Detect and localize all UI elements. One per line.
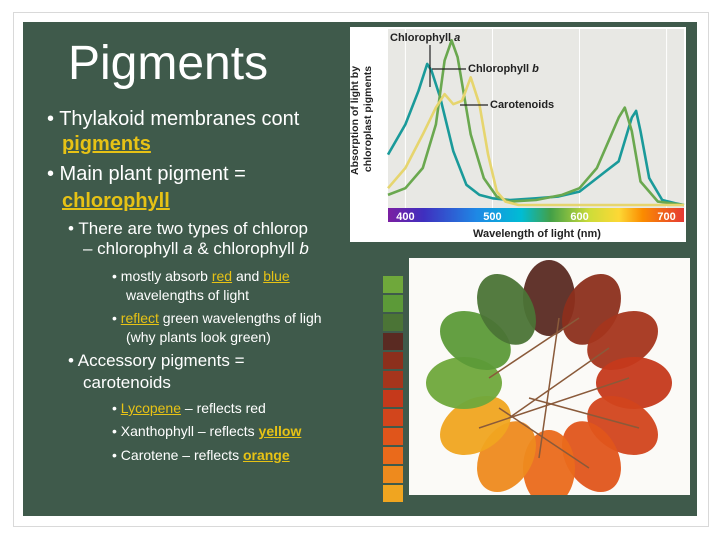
term-orange: orange (242, 447, 290, 463)
item-absorb-text: • mostly absorb (112, 268, 212, 284)
item-lycopene-bullet: • (112, 400, 121, 416)
item-xanthophyll-bullet: • (112, 423, 121, 439)
color-swatch (383, 390, 403, 407)
absorption-spectrum-chart (350, 27, 686, 242)
color-swatch (383, 276, 403, 293)
color-swatch (383, 295, 403, 312)
bullet-main-pigment-emph-line (62, 190, 170, 213)
item-xanthophyll (112, 422, 301, 441)
sub-bullet-two-types-line2 (83, 239, 309, 259)
color-swatch (383, 409, 403, 426)
term-blue: blue (263, 268, 290, 284)
chl-type-text-2: & chlorophyll (192, 239, 300, 258)
x-axis-label: Wavelength of light (nm) (473, 228, 601, 240)
x-tick-label: 500 (483, 211, 502, 223)
chl-type-b: b (299, 239, 309, 258)
y-axis-label (350, 63, 374, 175)
chl-type-text-1: – chlorophyll (83, 239, 184, 258)
term-lycopene: Lycopene (120, 400, 181, 416)
slide-title: Pigments (68, 37, 269, 90)
term-pigments: pigments (62, 133, 151, 155)
item-absorb (112, 267, 290, 286)
color-swatch (383, 447, 403, 464)
y-axis-label-line1: Absorption of light by (350, 65, 361, 175)
x-tick-label: 600 (570, 211, 589, 223)
color-swatch (383, 485, 403, 502)
item-lycopene (112, 399, 266, 418)
term-reflect: reflect (120, 310, 159, 326)
item-reflect-text: green wavelengths of ligh (158, 310, 322, 326)
item-absorb-line2: wavelengths of light (126, 287, 249, 303)
sub-bullet-two-types: • There are two types of chlorop (68, 219, 308, 238)
term-red: red (211, 268, 233, 284)
item-carotene (112, 446, 290, 465)
series-label: Chlorophyll b (468, 63, 539, 75)
term-chlorophyll: chlorophyll (62, 190, 170, 212)
item-absorb-and: and (232, 268, 264, 284)
leaf-circle-illustration (409, 258, 690, 495)
item-reflect (112, 309, 322, 328)
bullet-thylakoid-emph-line (62, 133, 151, 156)
x-tick-label: 700 (657, 211, 676, 223)
item-reflect-line2: (why plants look green) (126, 329, 271, 345)
item-carotene-text: Carotene – reflects (120, 447, 243, 463)
visible-spectrum-bar (388, 208, 684, 222)
item-xanthophyll-text: Xanthophyll – reflects (120, 423, 259, 439)
series-label: Chlorophyll a (390, 32, 461, 44)
color-swatch (383, 314, 403, 331)
sub-bullet-accessory: • Accessory pigments = (68, 351, 245, 370)
absorption-spectrum-svg (350, 27, 686, 242)
color-swatch (383, 371, 403, 388)
item-lycopene-text: – reflects red (181, 400, 266, 416)
item-reflect-bullet: • (112, 310, 121, 326)
color-swatch (383, 428, 403, 445)
bullet-thylakoid-text: • Thylakoid membranes cont (47, 108, 300, 130)
color-swatch (383, 466, 403, 483)
series-label: Carotenoids (490, 99, 555, 111)
y-axis-label-line2: chloroplast pigments (362, 65, 374, 173)
chl-type-a: a (183, 239, 193, 258)
color-swatch (383, 352, 403, 369)
item-carotene-bullet: • (112, 447, 121, 463)
term-yellow: yellow (258, 423, 302, 439)
x-tick-label: 400 (396, 211, 415, 223)
leaf-circle-photo (409, 258, 690, 495)
color-swatch-column (383, 276, 403, 504)
bullet-thylakoid (47, 108, 299, 131)
sub-bullet-accessory-line2: carotenoids (83, 373, 171, 392)
color-swatch (383, 333, 403, 350)
bullet-main-pigment-text: • Main plant pigment = (47, 163, 246, 185)
bullet-main-pigment (47, 163, 246, 186)
